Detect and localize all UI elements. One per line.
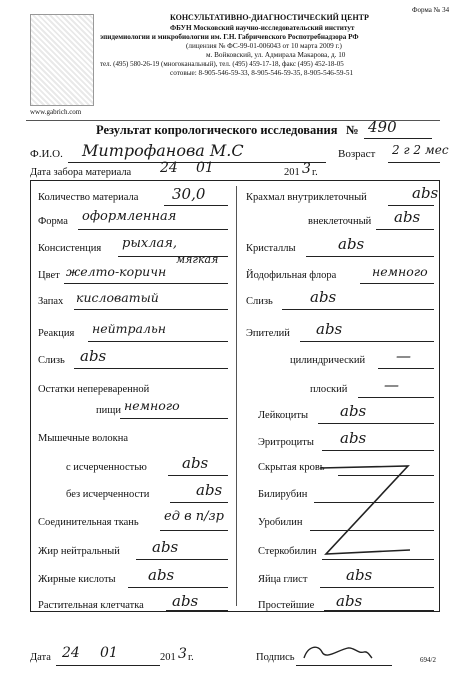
flat-underline bbox=[358, 397, 434, 398]
smell-value: кисловатый bbox=[76, 290, 159, 305]
header-line-2: ФБУН Московский научно-исследовательский институт bbox=[170, 24, 355, 32]
flat-value: — bbox=[384, 376, 399, 394]
reaction-value: нейтральн bbox=[92, 321, 166, 336]
erythrocytes-value: abs bbox=[340, 429, 367, 447]
leukocytes-underline bbox=[318, 423, 434, 424]
signature-label: Подпись bbox=[256, 652, 295, 663]
worm-eggs-underline bbox=[320, 587, 434, 588]
leukocytes-value: abs bbox=[340, 402, 367, 420]
right-mucus-label: Слизь bbox=[246, 296, 273, 307]
muscle-label: Мышечные волокна bbox=[38, 433, 128, 444]
starch-value: abs bbox=[412, 184, 439, 202]
consistency-value: рыхлая, bbox=[122, 236, 178, 251]
age-label: Возраст bbox=[338, 148, 376, 160]
header-line-7: сотовые: 8-905-546-59-33, 8-905-546-59-35, 8-905-546-59-51 bbox=[170, 69, 354, 77]
smell-underline bbox=[74, 309, 228, 310]
form-number: Форма № 34 bbox=[412, 6, 450, 14]
starch-label: Крахмал внутриклеточный bbox=[246, 192, 367, 203]
extracellular-underline bbox=[376, 229, 434, 230]
connective-label: Соединительная ткань bbox=[38, 517, 139, 528]
striated-value: abs bbox=[182, 454, 209, 472]
color-underline bbox=[64, 283, 228, 284]
sample-date-day: 24 bbox=[160, 160, 178, 176]
sample-date-year-prefix: 201 bbox=[284, 167, 300, 178]
iodophilic-underline bbox=[360, 283, 434, 284]
stercobilin-label: Стеркобилин bbox=[258, 546, 317, 557]
fatty-acids-underline bbox=[128, 587, 228, 588]
undigested-label: Остатки непереваренной bbox=[38, 384, 150, 395]
footer-date-label: Дата bbox=[30, 652, 51, 663]
epithelium-underline bbox=[300, 341, 434, 342]
food-value: немного bbox=[124, 398, 180, 413]
striated-underline bbox=[168, 475, 228, 476]
iodophilic-value: немного bbox=[372, 264, 428, 279]
quantity-underline bbox=[164, 205, 228, 206]
starch-underline bbox=[388, 205, 434, 206]
worm-eggs-label: Яйца глист bbox=[258, 574, 308, 585]
number-label: № bbox=[346, 123, 359, 137]
sample-date-year-suffix: 3 bbox=[302, 161, 311, 177]
cylindrical-value: — bbox=[396, 347, 411, 365]
sample-date-label: Дата забора материала bbox=[30, 167, 132, 178]
institute-logo bbox=[30, 14, 94, 106]
epithelium-label: Эпителий bbox=[246, 328, 290, 339]
patient-name: Митрофанова М.С bbox=[82, 141, 244, 160]
header-line-6: тел. (495) 580-26-19 (многоканальный), тел. (495) 459-17-18, факс (495) 452-18-05 bbox=[100, 60, 344, 68]
protozoa-value: abs bbox=[336, 592, 363, 610]
plant-fiber-label: Растительная клетчатка bbox=[38, 600, 144, 611]
crystals-label: Кристаллы bbox=[246, 243, 296, 254]
column-divider bbox=[236, 186, 237, 606]
cylindrical-label: цилиндрический bbox=[290, 355, 366, 366]
website-text: www.gabrich.com bbox=[30, 108, 82, 116]
reaction-label: Реакция bbox=[38, 328, 75, 339]
nonstriated-underline bbox=[170, 502, 228, 503]
header-line-3: эпидемиологии и микробиологии им. Г.Н. Габричевского Роспотребнадзора РФ bbox=[100, 33, 359, 41]
iodophilic-label: Йодофильная флора bbox=[246, 270, 337, 281]
fatty-acids-value: abs bbox=[148, 566, 175, 584]
number-underline bbox=[364, 138, 432, 139]
urobilin-label: Уробилин bbox=[258, 517, 303, 528]
quantity-label: Количество материала bbox=[38, 192, 139, 203]
fatty-acids-label: Жирные кислоты bbox=[38, 574, 116, 585]
food-underline bbox=[120, 418, 228, 419]
plant-fiber-value: abs bbox=[172, 592, 199, 610]
cylindrical-underline bbox=[378, 368, 434, 369]
footer-date-day: 24 bbox=[62, 645, 80, 661]
color-label: Цвет bbox=[38, 270, 60, 281]
right-mucus-value: abs bbox=[310, 288, 337, 306]
right-mucus-underline bbox=[282, 309, 434, 310]
extracellular-label: внеклеточный bbox=[308, 216, 372, 227]
footer-date-underline bbox=[56, 665, 160, 666]
nonstriated-label: без исчерченности bbox=[66, 489, 150, 500]
striated-label: с исчерченностью bbox=[66, 462, 147, 473]
report-title: Результат копрологического исследования bbox=[96, 123, 338, 137]
footer-year-prefix: 201 bbox=[160, 652, 176, 663]
signature-underline bbox=[296, 665, 392, 666]
header-line-5: м. Войковский, ул. Адмирала Макарова, д. 10 bbox=[206, 51, 346, 59]
quantity-value: 30,0 bbox=[172, 185, 206, 203]
erythrocytes-label: Эритроциты bbox=[258, 437, 314, 448]
flat-label: плоский bbox=[310, 384, 348, 395]
report-number: 490 bbox=[368, 118, 397, 136]
consistency-label: Консистенция bbox=[38, 243, 102, 254]
neutral-fat-underline bbox=[136, 559, 228, 560]
sample-date-year-label: г. bbox=[312, 167, 318, 178]
epithelium-value: abs bbox=[316, 320, 343, 338]
reaction-underline bbox=[88, 341, 228, 342]
nonstriated-value: abs bbox=[196, 481, 223, 499]
neutral-fat-label: Жир нейтральный bbox=[38, 546, 120, 557]
occult-blood-label: Скрытая кровь bbox=[258, 462, 325, 473]
header-line-4: (лицензия № ФС-99-01-006043 от 10 марта 2009 г.) bbox=[186, 42, 342, 50]
fio-label: Ф.И.О. bbox=[30, 148, 63, 160]
patient-age: 2 г 2 мес bbox=[392, 143, 449, 157]
form-underline bbox=[78, 229, 228, 230]
mucus-label: Слизь bbox=[38, 355, 65, 366]
strike-through-mark bbox=[316, 462, 416, 560]
footer-date-month: 01 bbox=[100, 645, 118, 661]
crystals-value: abs bbox=[338, 235, 365, 253]
mucus-underline bbox=[74, 368, 228, 369]
smell-label: Запах bbox=[38, 296, 64, 307]
form-label: Форма bbox=[38, 216, 68, 227]
footer-year-suffix: 3 bbox=[178, 646, 187, 662]
neutral-fat-value: abs bbox=[152, 538, 179, 556]
extracellular-value: abs bbox=[394, 208, 421, 226]
footer-year-label: г. bbox=[188, 652, 194, 663]
food-label: пищи bbox=[96, 405, 121, 416]
connective-value: ед в п/зр bbox=[164, 509, 224, 524]
plant-fiber-underline bbox=[166, 610, 228, 611]
crystals-underline bbox=[306, 256, 434, 257]
bilirubin-label: Билирубин bbox=[258, 489, 308, 500]
sample-date-month: 01 bbox=[196, 160, 214, 176]
form-value: оформленная bbox=[82, 209, 177, 224]
header-line-1: КОНСУЛЬТАТИВНО-ДИАГНОСТИЧЕСКИЙ ЦЕНТР bbox=[170, 13, 369, 22]
consistency-value-2: мягкая bbox=[176, 253, 219, 266]
connective-underline bbox=[160, 530, 228, 531]
protozoa-label: Простейшие bbox=[258, 600, 315, 611]
mucus-value: abs bbox=[80, 347, 107, 365]
worm-eggs-value: abs bbox=[346, 566, 373, 584]
color-value: желто-коричн bbox=[66, 264, 167, 279]
erythrocytes-underline bbox=[322, 450, 434, 451]
protozoa-underline bbox=[324, 610, 434, 611]
form-code: 694/2 bbox=[420, 656, 436, 664]
signature-scribble bbox=[298, 640, 378, 666]
leukocytes-label: Лейкоциты bbox=[258, 410, 309, 421]
age-underline bbox=[388, 162, 440, 163]
